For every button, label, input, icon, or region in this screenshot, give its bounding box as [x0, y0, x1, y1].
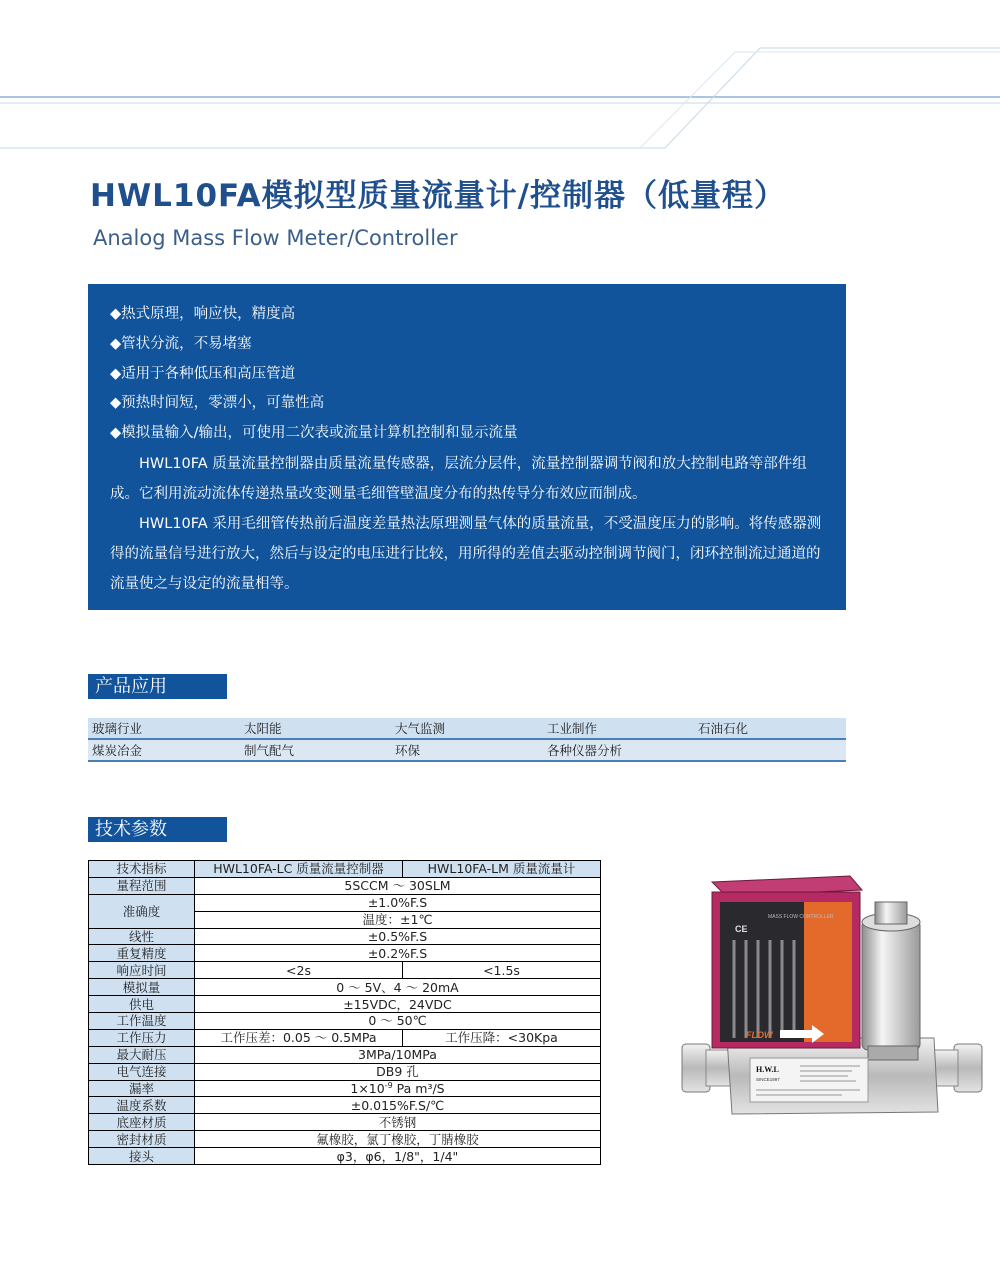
spec-label: 漏率	[89, 1080, 195, 1097]
spec-value: 工作压差：0.05 ～ 0.5MPa	[195, 1029, 403, 1046]
spec-value: <2s	[195, 962, 403, 979]
spec-value: 氟橡胶，氯丁橡胶，丁腈橡胶	[195, 1131, 601, 1148]
spec-label: 量程范围	[89, 877, 195, 894]
spec-value: ±0.2%F.S	[195, 945, 601, 962]
intro-panel	[88, 284, 846, 610]
spec-label: 最大耐压	[89, 1046, 195, 1063]
spec-label: 响应时间	[89, 962, 195, 979]
table-row	[89, 1080, 601, 1097]
table-row	[89, 996, 601, 1013]
leak-base: 1×10	[350, 1081, 385, 1097]
feature-item: ◆模拟量输入/输出，可使用二次表或流量计算机控制和显示流量	[110, 425, 518, 442]
table-row	[89, 979, 601, 996]
spec-label: 模拟量	[89, 979, 195, 996]
table-row	[89, 894, 601, 911]
spec-value: 不锈钢	[195, 1114, 601, 1131]
spec-value: DB9 孔	[195, 1063, 601, 1080]
applications-table	[88, 718, 846, 762]
panel-text: MASS FLOW CONTROLLER	[768, 914, 834, 920]
table-row	[88, 739, 846, 761]
spec-value: 0 ～ 50℃	[195, 1013, 601, 1030]
table-row	[89, 962, 601, 979]
spec-label: 温度系数	[89, 1097, 195, 1114]
spec-label: 工作温度	[89, 1013, 195, 1030]
spec-value: φ3，φ6，1/8"，1/4"	[195, 1148, 601, 1165]
application-cell: 煤炭冶金	[88, 739, 240, 761]
spec-label: 重复精度	[89, 945, 195, 962]
page-title: HWL10FA模拟型质量流量计/控制器（低量程）	[90, 178, 786, 214]
application-cell	[694, 739, 846, 761]
spec-value: ±1.0%F.S	[195, 894, 601, 911]
spec-table	[88, 860, 601, 1165]
spec-value: 5SCCM ～ 30SLM	[195, 877, 601, 894]
spec-value: 3MPa/10MPa	[195, 1046, 601, 1063]
intro-paragraph: HWL10FA 采用毛细管传热前后温度差量热法原理测量气体的质量流量，不受温度压力的影响。将传感器测得的流量信号进行放大，然后与设定的电压进行比较，用所得的差值去驱动控制调节阀门，闭环控制流过通道的流量使之与设定的流量相等。	[110, 515, 822, 592]
application-cell: 工业制作	[543, 718, 694, 739]
table-row	[89, 1063, 601, 1080]
spec-label: 底座材质	[89, 1114, 195, 1131]
header-decoration	[0, 0, 1000, 160]
spec-value	[195, 1080, 601, 1097]
brand-logo: H.W.L	[756, 1065, 779, 1074]
spec-header-cell: HWL10FA-LC 质量流量控制器	[195, 861, 403, 878]
application-cell: 大气监测	[391, 718, 543, 739]
spec-value: 0 ～ 5V、4 ～ 20mA	[195, 979, 601, 996]
feature-item: ◆管状分流，不易堵塞	[110, 335, 252, 352]
spec-value: 温度：±1℃	[195, 911, 601, 928]
table-row	[89, 1097, 601, 1114]
feature-item: ◆预热时间短，零漂小，可靠性高	[110, 395, 325, 412]
page-subtitle: Analog Mass Flow Meter/Controller	[93, 226, 458, 250]
feature-item: ◆适用于各种低压和高压管道	[110, 365, 296, 382]
spec-label: 准确度	[89, 894, 195, 928]
spec-value: <1.5s	[403, 962, 601, 979]
table-row	[89, 1046, 601, 1063]
spec-value: ±0.5%F.S	[195, 928, 601, 945]
table-row	[89, 928, 601, 945]
spec-label: 密封材质	[89, 1131, 195, 1148]
spec-value: ±15VDC，24VDC	[195, 996, 601, 1013]
spec-label: 线性	[89, 928, 195, 945]
leak-unit: Pa m³/S	[392, 1081, 445, 1097]
table-row	[89, 945, 601, 962]
spec-header-cell: 技术指标	[89, 861, 195, 878]
application-cell: 制气配气	[240, 739, 391, 761]
spec-header-cell: HWL10FA-LM 质量流量计	[403, 861, 601, 878]
spec-value: ±0.015%F.S/℃	[195, 1097, 601, 1114]
application-cell: 环保	[391, 739, 543, 761]
spec-value: 工作压降：<30Kpa	[403, 1029, 601, 1046]
table-row	[89, 861, 601, 878]
spec-label: 接头	[89, 1148, 195, 1165]
application-cell: 各种仪器分析	[543, 739, 694, 761]
application-cell: 太阳能	[240, 718, 391, 739]
application-cell: 玻璃行业	[88, 718, 240, 739]
intro-paragraph: HWL10FA 质量流量控制器由质量流量传感器，层流分层件，流量控制器调节阀和放大控制电路等部件组成。它利用流动流体传递热量改变测量毛细管壁温度分布的热传导分布效应而制成。	[110, 455, 807, 502]
table-row	[89, 877, 601, 894]
section-heading-specs: 技术参数	[88, 817, 227, 842]
leak-exponent: -9	[384, 1080, 393, 1090]
table-row	[89, 1013, 601, 1030]
table-row	[89, 1029, 601, 1046]
table-row	[89, 1131, 601, 1148]
spec-label: 供电	[89, 996, 195, 1013]
flow-label: FLOW	[746, 1030, 773, 1040]
spec-label: 电气连接	[89, 1063, 195, 1080]
application-cell: 石油石化	[694, 718, 846, 739]
table-row	[89, 1148, 601, 1165]
feature-item: ◆热式原理，响应快，精度高	[110, 306, 296, 322]
spec-label: 工作压力	[89, 1029, 195, 1046]
product-image	[672, 862, 992, 1132]
ce-mark: CE	[735, 924, 748, 934]
table-row	[89, 1114, 601, 1131]
brand-tagline: SINCE1997	[756, 1077, 780, 1082]
section-heading-applications: 产品应用	[88, 674, 227, 699]
table-row	[88, 718, 846, 739]
